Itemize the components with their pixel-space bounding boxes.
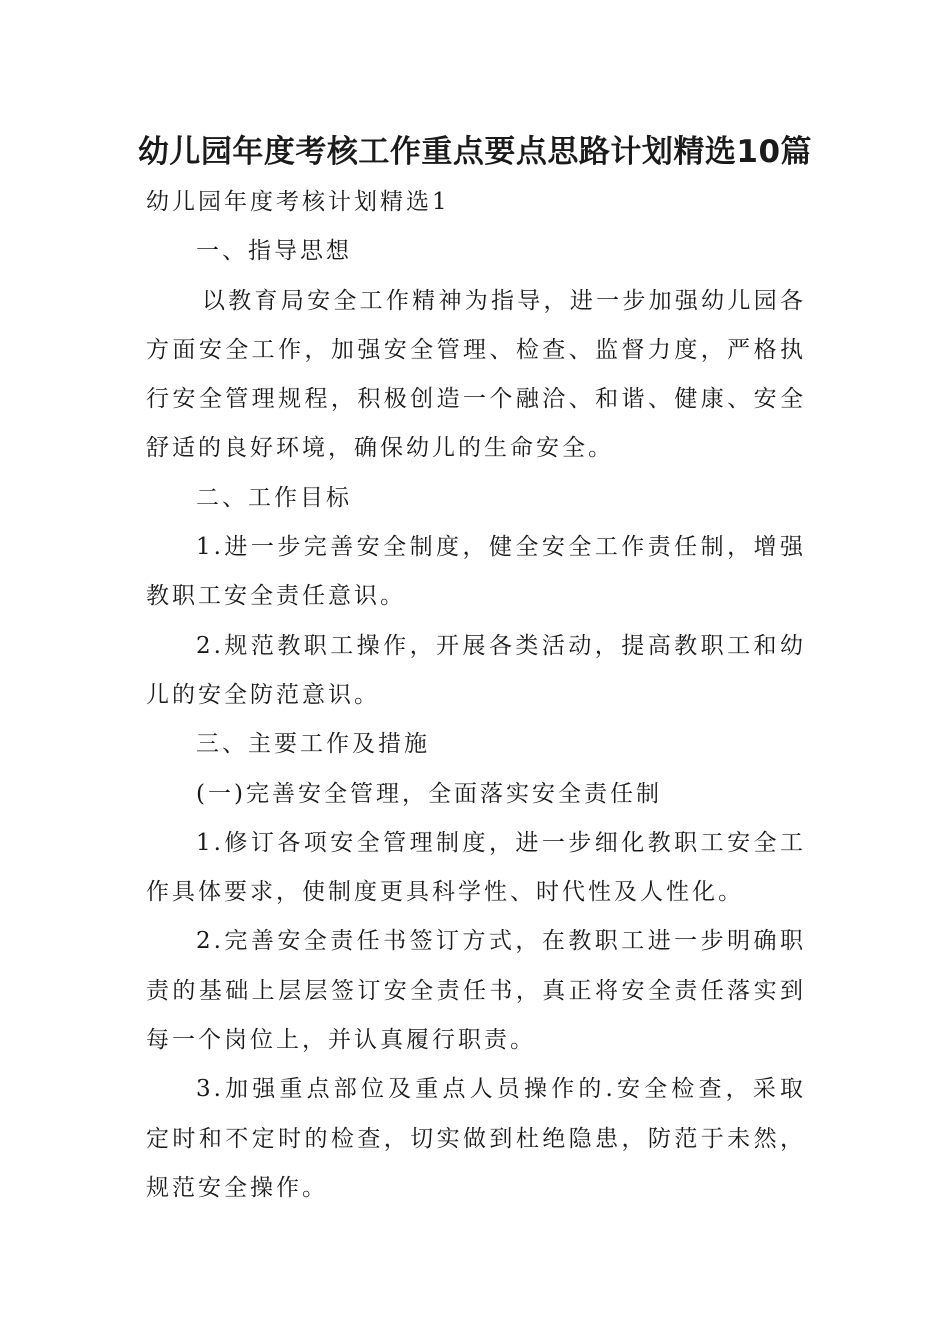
section-subtitle: 幼儿园年度考核计划精选1: [146, 189, 450, 215]
paragraph-measure-3: 3.加强重点部位及重点人员操作的.安全检查，采取定时和不定时的检查，切实做到杜绝隐患，防范于未然，规范安全操作。: [146, 1076, 806, 1201]
heading-main-work: 三、主要工作及措施: [196, 731, 430, 758]
paragraph-measure-2: 2.完善安全责任书签订方式，在教职工进一步明确职责的基础上层层签订安全责任书，真正将安全责任落实到每一个岗位上，并认真履行职责。: [146, 928, 806, 1054]
document-body: [146, 178, 806, 1213]
paragraph-goal-1: 1.进一步完善安全制度，健全安全工作责任制，增强教职工安全责任意识。: [146, 534, 806, 610]
heading-work-goals: 二、工作目标: [196, 484, 352, 511]
paragraph-guiding-thought: 以教育局安全工作精神为指导，进一步加强幼儿园各方面安全工作，加强安全管理、检查、监督力度，严格执行安全管理规程，积极创造一个融洽、和谐、健康、安全舒适的良好环境，确保幼儿的生命安全。: [146, 287, 806, 462]
document-title: 幼儿园年度考核工作重点要点思路计划精选10篇: [137, 134, 813, 170]
paragraph-measure-1: 1.修订各项安全管理制度，进一步细化教职工安全工作具体要求，使制度更具科学性、时代性及人性化。: [146, 829, 806, 906]
heading-guiding-thought: 一、指导思想: [196, 238, 352, 265]
heading-subsection-1: (一)完善安全管理，全面落实安全责任制: [196, 780, 662, 807]
paragraph-goal-2: 2.规范教职工操作，开展各类活动，提高教职工和幼儿的安全防范意识。: [146, 632, 806, 708]
